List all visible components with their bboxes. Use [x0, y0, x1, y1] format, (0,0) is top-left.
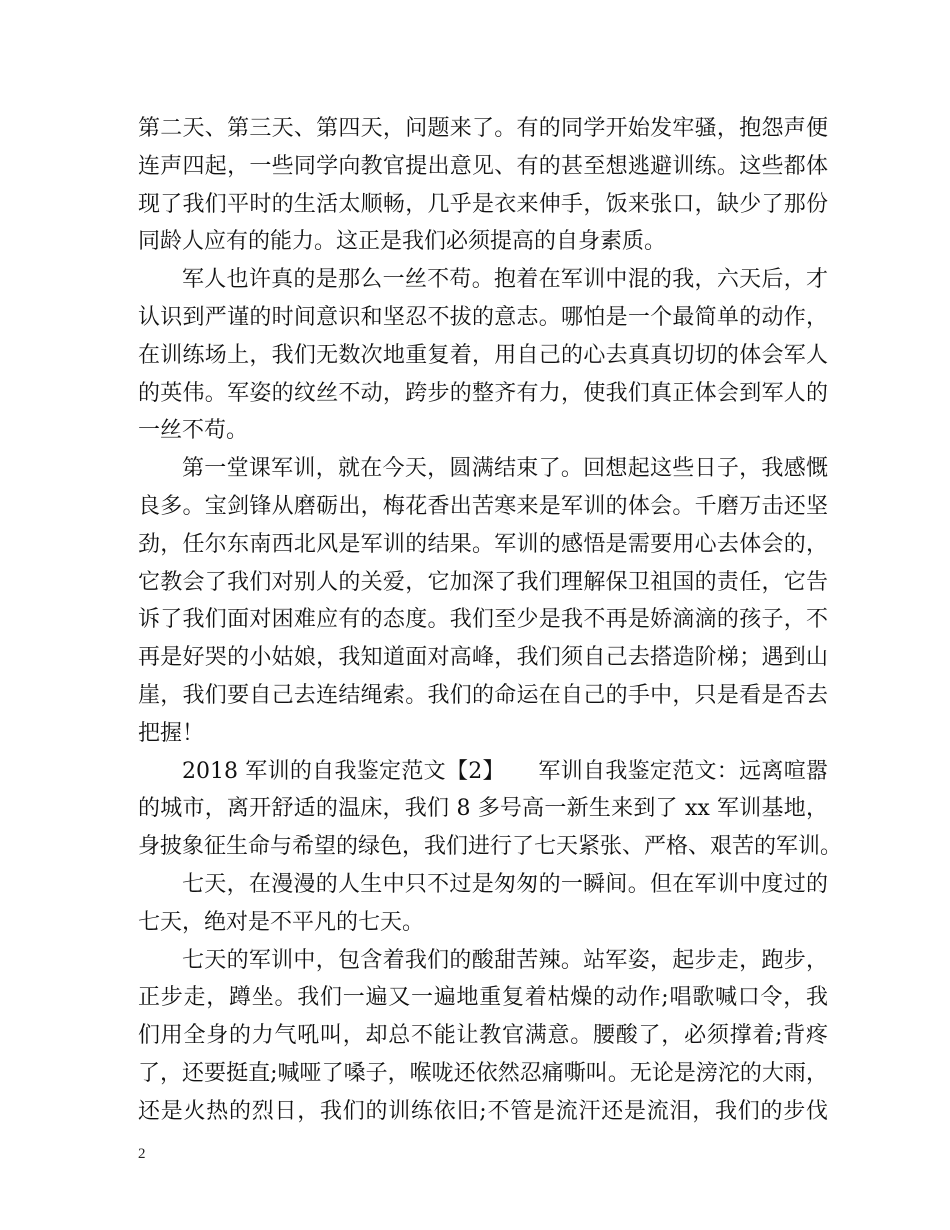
text-line: 军人也许真的是那么一丝不苟。抱着在军训中混的我，六天后，才 — [182, 267, 828, 293]
text-line: 劲，任尔东南西北风是军训的结果。军训的感悟是需要用心去体会的， — [138, 531, 828, 557]
body-text — [138, 110, 843, 1131]
text-line: 认识到严谨的时间意识和坚忍不拔的意志。哪怕是一个最简单的动作， — [138, 304, 828, 330]
text-line: 七天的军训中，包含着我们的酸甜苦辣。站军姿，起步走，跑步， — [182, 947, 828, 973]
text-line: 还是火热的烈日，我们的训练依旧;不管是流汗还是流泪，我们的步伐 — [138, 1098, 828, 1124]
text-line: 在训练场上，我们无数次地重复着，用自己的心去真真切切的体会军人 — [138, 342, 828, 368]
text-line: 七天，在漫漫的人生中只不过是匆匆的一瞬间。但在军训中度过的 — [182, 871, 828, 897]
text-line: 正步走，蹲坐。我们一遍又一遍地重复着枯燥的动作;唱歌喊口令，我 — [138, 985, 828, 1011]
text-line: 再是好哭的小姑娘，我知道面对高峰，我们须自己去搭造阶梯；遇到山 — [138, 645, 828, 671]
text-line: 一丝不苟。 — [138, 418, 249, 444]
page-number: 2 — [138, 1146, 146, 1162]
text-line: 们用全身的力气吼叫，却总不能让教官满意。腰酸了，必须撑着;背疼 — [138, 1023, 828, 1049]
text-line: 七天，绝对是不平凡的七天。 — [138, 909, 425, 935]
text-line: 2018 军训的自我鉴定范文【2】 军训自我鉴定范文：远离喧嚣 — [182, 758, 828, 784]
text-line: 同龄人应有的能力。这正是我们必须提高的自身素质。 — [138, 229, 667, 255]
text-line: 的城市，离开舒适的温床，我们 8 多号高一新生来到了 xx 军训基地， — [138, 796, 828, 822]
text-line: 的英伟。军姿的纹丝不动，跨步的整齐有力，使我们真正体会到军人的 — [138, 380, 828, 406]
text-line: 崖，我们要自己去连结绳索。我们的命运在自己的手中，只是看是否去 — [138, 682, 828, 708]
text-line: 现了我们平时的生活太顺畅，几乎是衣来伸手，饭来张口，缺少了那份 — [138, 191, 828, 217]
text-line: 把握！ — [138, 720, 205, 746]
text-line: 身披象征生命与希望的绿色，我们进行了七天紧张、严格、艰苦的军训。 — [138, 834, 843, 860]
text-line: 第二天、第三天、第四天，问题来了。有的同学开始发牢骚，抱怨声便 — [138, 116, 828, 141]
text-line: 了，还要挺直;喊哑了嗓子，喉咙还依然忍痛嘶叫。无论是滂沱的大雨， — [138, 1060, 828, 1086]
text-line: 连声四起，一些同学向教官提出意见、有的甚至想逃避训练。这些都体 — [138, 153, 828, 179]
text-line: 诉了我们面对困难应有的态度。我们至少是我不再是娇滴滴的孩子，不 — [138, 607, 828, 633]
text-line: 第一堂课军训，就在今天，圆满结束了。回想起这些日子，我感慨 — [182, 456, 828, 482]
text-line: 良多。宝剑锋从磨砺出，梅花香出苦寒来是军训的体会。千磨万击还坚 — [138, 493, 828, 519]
text-line: 它教会了我们对别人的关爱，它加深了我们理解保卫祖国的责任，它告 — [138, 569, 828, 595]
